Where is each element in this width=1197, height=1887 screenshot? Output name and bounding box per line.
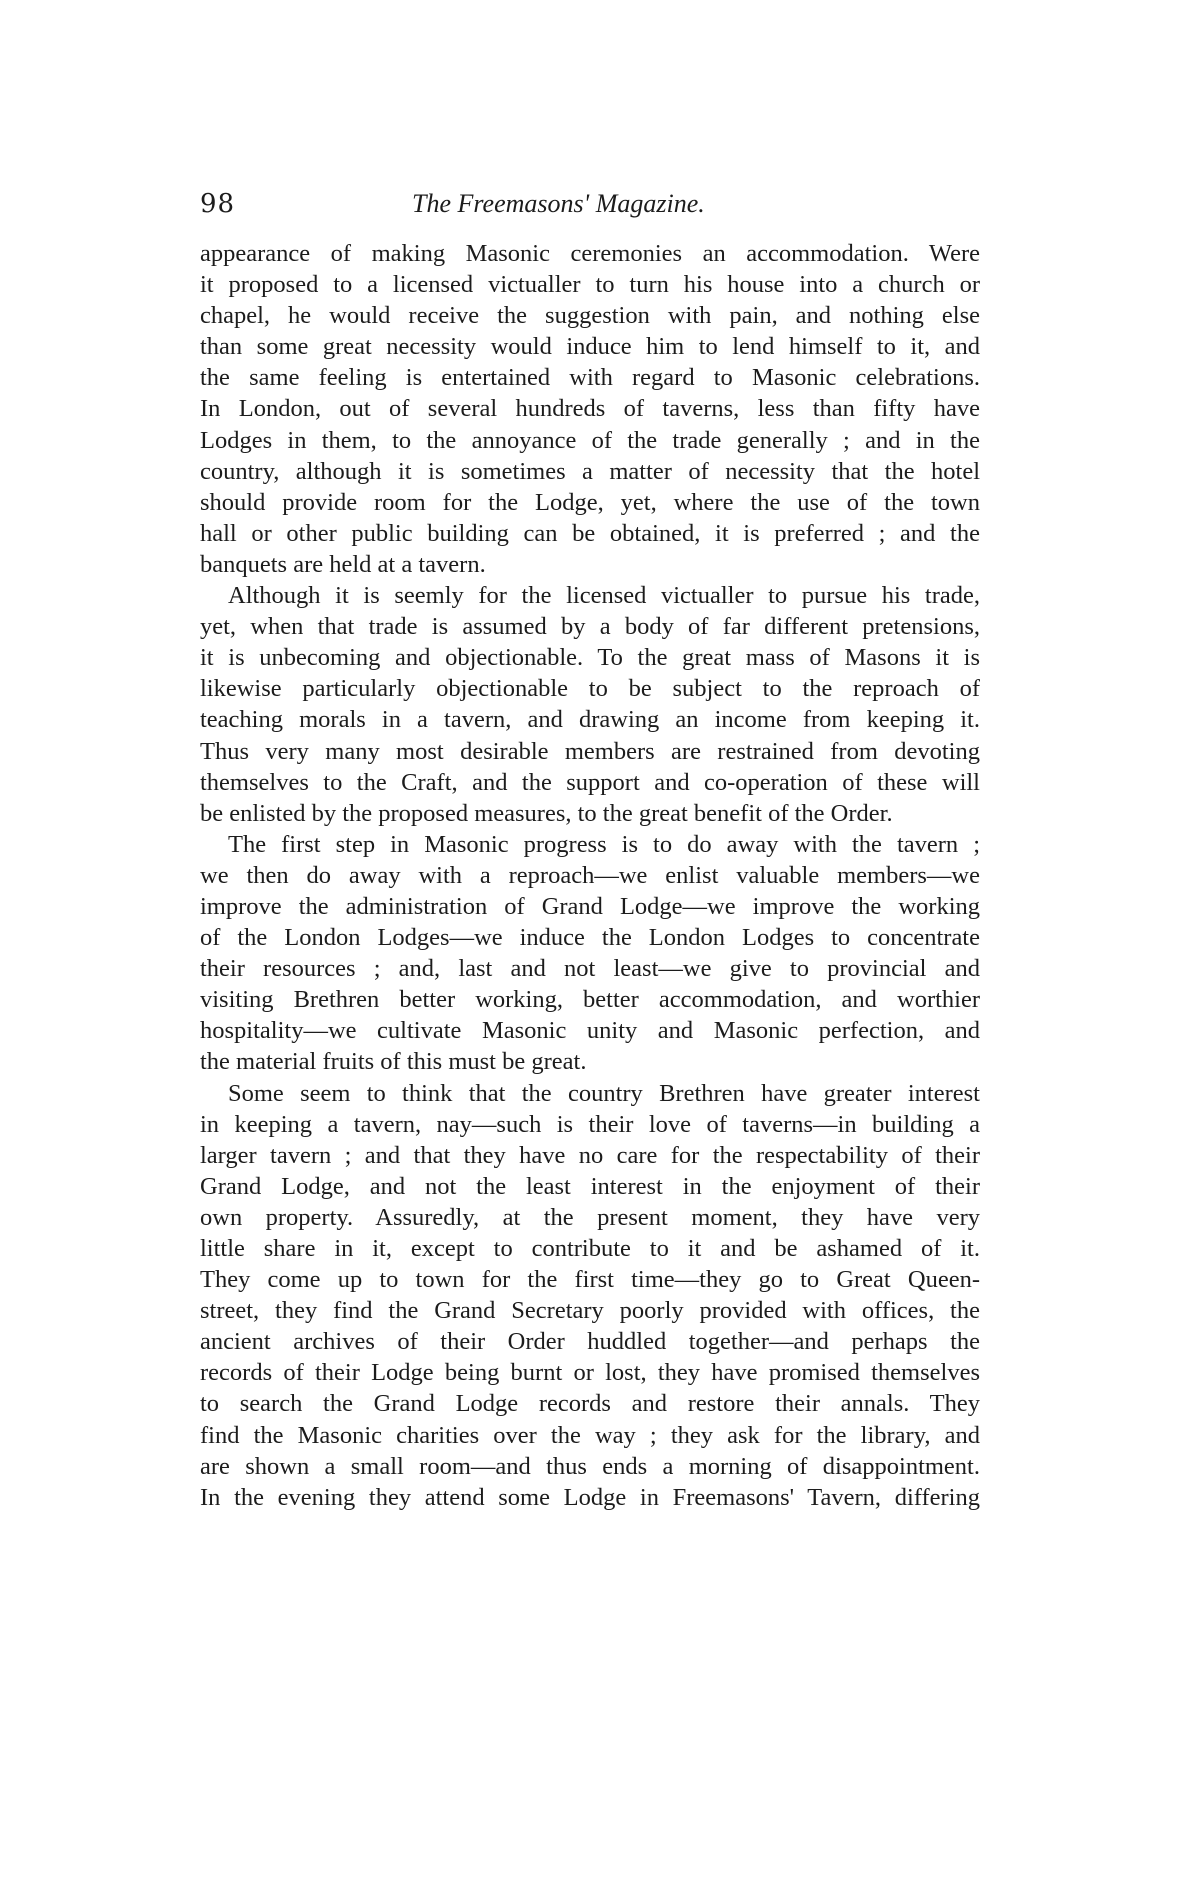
text-line: little share in it, except to contribute to it and be ashamed of it. <box>200 1235 980 1262</box>
text-line: country, although it is sometimes a matter of necessity that the hotel <box>200 457 980 485</box>
text-line: street, they find the Grand Secretary poorly provided with offices, the <box>200 1297 980 1325</box>
body-text <box>200 238 980 1513</box>
text-line: own property. Assuredly, at the present moment, they have very <box>200 1203 980 1231</box>
text-line: They come up to town for the first time—they go to Great Queen- <box>200 1266 980 1294</box>
text-line: The first step in Masonic progress is to do away with the tavern ; <box>228 830 980 858</box>
text-line: it proposed to a licensed victualler to turn his house into a church or <box>200 271 980 299</box>
text-line: hospitality—we cultivate Masonic unity and Masonic perfection, and <box>200 1017 980 1045</box>
text-line: find the Masonic charities over the way ; they ask for the library, and <box>200 1421 980 1449</box>
text-line: chapel, he would receive the suggestion with pain, and nothing else <box>200 302 980 330</box>
text-line: In the evening they attend some Lodge in Freemasons' Tavern, differing <box>200 1483 980 1511</box>
paragraph <box>200 238 980 580</box>
text-line: likewise particularly objectionable to be subject to the reproach of <box>200 675 980 703</box>
text-line: larger tavern ; and that they have no care for the respectability of their <box>200 1141 980 1169</box>
text-line: Grand Lodge, and not the least interest in the enjoyment of their <box>200 1172 980 1200</box>
text-line: yet, when that trade is assumed by a body of far different pretensions, <box>200 613 980 641</box>
text-line: hall or other public building can be obtained, it is preferred ; and the <box>200 519 980 547</box>
text-line: the same feeling is entertained with regard to Masonic celebrations. <box>200 364 980 392</box>
text-line: Although it is seemly for the licensed victualler to pursue his trade, <box>228 582 980 610</box>
text-line: improve the administration of Grand Lodge—we improve the working <box>200 892 980 920</box>
text-line: of the London Lodges—we induce the London Lodges to concentrate <box>200 924 980 952</box>
text-line: teaching morals in a tavern, and drawing an income from keeping it. <box>200 706 980 734</box>
text-line: it is unbecoming and objectionable. To the great mass of Masons it is <box>200 644 980 672</box>
journal-title: The Freemasons' Magazine. <box>412 189 705 218</box>
text-line: banquets are held at a tavern. <box>200 550 486 578</box>
text-line: we then do away with a reproach—we enlist valuable members—we <box>200 861 980 889</box>
text-line: the material fruits of this must be great. <box>200 1048 587 1076</box>
paragraph <box>200 1078 980 1513</box>
paragraph <box>200 580 980 829</box>
text-line: themselves to the Craft, and the support and co-operation of these will <box>200 768 980 796</box>
text-line: are shown a small room—and thus ends a morning of disappointment. <box>200 1452 980 1480</box>
paragraph <box>200 829 980 1078</box>
text-line: appearance of making Masonic ceremonies an accommodation. Were <box>200 240 980 267</box>
text-line: to search the Grand Lodge records and restore their annals. They <box>200 1390 980 1418</box>
text-line: in keeping a tavern, nay—such is their love of taverns—in building a <box>200 1110 980 1138</box>
text-line: than some great necessity would induce him to lend himself to it, and <box>200 333 980 361</box>
page-number: 98 <box>200 189 236 219</box>
text-line: be enlisted by the proposed measures, to the great benefit of the Order. <box>200 799 893 827</box>
text-line: In London, out of several hundreds of taverns, less than fifty have <box>200 395 980 423</box>
text-line: ancient archives of their Order huddled together—and perhaps the <box>200 1328 980 1356</box>
text-line: Some seem to think that the country Brethren have greater interest <box>228 1079 980 1107</box>
text-line: should provide room for the Lodge, yet, where the use of the town <box>200 488 980 516</box>
text-line: their resources ; and, last and not least—we give to provincial and <box>200 955 980 983</box>
text-line: records of their Lodge being burnt or lost, they have promised themselves <box>200 1359 980 1387</box>
text-line: Thus very many most desirable members are restrained from devoting <box>200 737 980 765</box>
text-line: Lodges in them, to the annoyance of the trade generally ; and in the <box>200 426 980 454</box>
text-line: visiting Brethren better working, better accommodation, and worthier <box>200 986 980 1014</box>
running-head <box>200 184 980 224</box>
